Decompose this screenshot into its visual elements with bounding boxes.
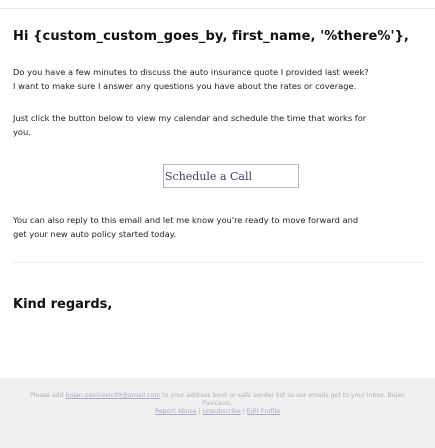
- paragraph-line: you.: [13, 127, 31, 137]
- paragraph-line: Do you have a few minutes to discuss the auto insurance quote I provided last week?: [13, 67, 369, 77]
- footer-notice: [10, 392, 425, 408]
- paragraph-line: get your new auto policy started today.: [13, 229, 177, 239]
- email-footer: [0, 378, 435, 448]
- greeting-heading: Hi {custom_custom_goes_by, first_name, '%there%'},: [13, 29, 409, 44]
- footer-separator: |: [242, 408, 245, 415]
- footer-separator: |: [198, 408, 201, 415]
- paragraph-line: Just click the button below to view my calendar and schedule the time that works for: [13, 113, 367, 123]
- sender-email-link[interactable]: bojan.pavicevic99@gmail.com: [65, 392, 161, 399]
- report-abuse-link[interactable]: Report Abuse: [154, 408, 197, 415]
- footer-suffix-line2: Pavicevic.: [202, 400, 233, 407]
- paragraph-calendar-instructions: [13, 111, 425, 139]
- footer-suffix: to your address book or safe sender list so our emails get to your inbox. Bojan: [162, 392, 406, 399]
- schedule-call-button[interactable]: Schedule a Call: [163, 164, 299, 188]
- paragraph-reply-option: [13, 213, 425, 241]
- paragraph-line: I want to make sure I answer any questions you have about the rates or coverage.: [13, 81, 357, 91]
- unsubscribe-link[interactable]: Unsubscribe: [202, 408, 241, 415]
- paragraph-line: You can also reply to this email and let me know you're ready to move forward and: [13, 215, 359, 225]
- paragraph-quote-followup: [13, 65, 425, 93]
- edit-profile-link[interactable]: Edit Profile: [246, 408, 280, 415]
- footer-prefix: Please add: [29, 392, 64, 399]
- closing-signoff: Kind regards,: [13, 297, 113, 312]
- top-divider: [0, 8, 435, 9]
- section-divider: [13, 262, 425, 263]
- footer-links: [0, 408, 435, 415]
